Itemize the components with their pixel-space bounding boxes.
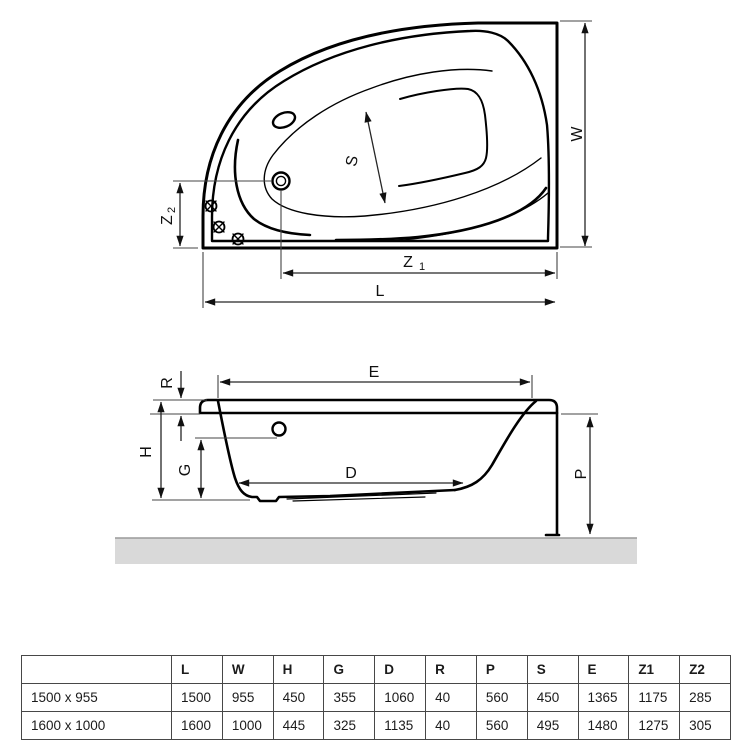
dim-label-p: P bbox=[573, 468, 590, 480]
dim-label-r: R bbox=[159, 377, 176, 389]
dim-label-e: E bbox=[368, 364, 380, 381]
dim-w bbox=[560, 21, 592, 247]
dim-label-s: S bbox=[343, 154, 363, 169]
dim-label-l: L bbox=[375, 283, 385, 300]
header-s: S bbox=[527, 656, 578, 684]
header-z2: Z2 bbox=[680, 656, 731, 684]
cell-g: 325 bbox=[324, 712, 375, 740]
table-row bbox=[22, 712, 731, 740]
dim-d bbox=[239, 465, 463, 483]
cell-z2: 305 bbox=[680, 712, 731, 740]
tub-left-wall bbox=[218, 401, 455, 501]
cell-d: 1060 bbox=[375, 684, 426, 712]
header-w: W bbox=[222, 656, 273, 684]
cell-p: 560 bbox=[476, 712, 527, 740]
cell-size: 1500 x 955 bbox=[22, 684, 172, 712]
header-z1: Z1 bbox=[629, 656, 680, 684]
seat-outline bbox=[399, 89, 487, 186]
header-e: E bbox=[578, 656, 629, 684]
jet-icon bbox=[233, 234, 244, 245]
dim-z1 bbox=[281, 190, 557, 279]
cell-s: 495 bbox=[527, 712, 578, 740]
cell-l: 1500 bbox=[172, 684, 223, 712]
header-l: L bbox=[172, 656, 223, 684]
cell-d: 1135 bbox=[375, 712, 426, 740]
table-row bbox=[22, 684, 731, 712]
dim-h bbox=[138, 402, 250, 500]
dim-e bbox=[218, 364, 532, 398]
tub-right-wall bbox=[455, 401, 536, 490]
dim-s bbox=[343, 112, 385, 203]
cell-w: 1000 bbox=[222, 712, 273, 740]
drain-icon bbox=[273, 173, 290, 190]
overflow-icon-side bbox=[273, 423, 286, 436]
table-header-row bbox=[22, 656, 731, 684]
tub-bowl-drain-arc bbox=[235, 140, 310, 235]
apron-leg bbox=[546, 413, 559, 535]
dim-r bbox=[150, 371, 207, 441]
cell-z1: 1275 bbox=[629, 712, 680, 740]
dim-z2 bbox=[159, 181, 272, 248]
cell-l: 1600 bbox=[172, 712, 223, 740]
cell-g: 355 bbox=[324, 684, 375, 712]
dim-label-z1-sub: 1 bbox=[419, 261, 426, 273]
tub-contour-line bbox=[392, 193, 548, 241]
dim-label-d: D bbox=[345, 465, 357, 482]
cell-h: 445 bbox=[273, 712, 324, 740]
header-p: P bbox=[476, 656, 527, 684]
header-size bbox=[22, 656, 172, 684]
cell-p: 560 bbox=[476, 684, 527, 712]
cell-z2: 285 bbox=[680, 684, 731, 712]
side-view bbox=[115, 364, 637, 564]
header-h: H bbox=[273, 656, 324, 684]
cell-s: 450 bbox=[527, 684, 578, 712]
dim-label-w: W bbox=[569, 126, 586, 142]
dim-label-z2: Z bbox=[159, 215, 176, 225]
top-view bbox=[159, 21, 592, 308]
floor bbox=[115, 538, 637, 564]
cell-r: 40 bbox=[426, 712, 477, 740]
jet-icon bbox=[214, 222, 225, 233]
dim-l bbox=[203, 252, 555, 308]
header-g: G bbox=[324, 656, 375, 684]
rim-profile bbox=[200, 400, 557, 413]
dim-label-z1: Z bbox=[403, 254, 413, 271]
tub-waterline bbox=[264, 69, 541, 216]
header-d: D bbox=[375, 656, 426, 684]
tub-deck-inner-edge bbox=[212, 31, 549, 241]
dimension-table bbox=[21, 655, 731, 740]
cell-e: 1365 bbox=[578, 684, 629, 712]
cell-r: 40 bbox=[426, 684, 477, 712]
overflow-icon bbox=[271, 109, 298, 131]
header-r: R bbox=[426, 656, 477, 684]
dim-p bbox=[561, 414, 598, 534]
cell-h: 450 bbox=[273, 684, 324, 712]
dim-label-g: G bbox=[177, 463, 194, 477]
cell-size: 1600 x 1000 bbox=[22, 712, 172, 740]
cell-e: 1480 bbox=[578, 712, 629, 740]
cell-w: 955 bbox=[222, 684, 273, 712]
dim-label-h: H bbox=[138, 446, 155, 458]
dim-label-z2-sub: 2 bbox=[166, 206, 178, 213]
cell-z1: 1175 bbox=[629, 684, 680, 712]
